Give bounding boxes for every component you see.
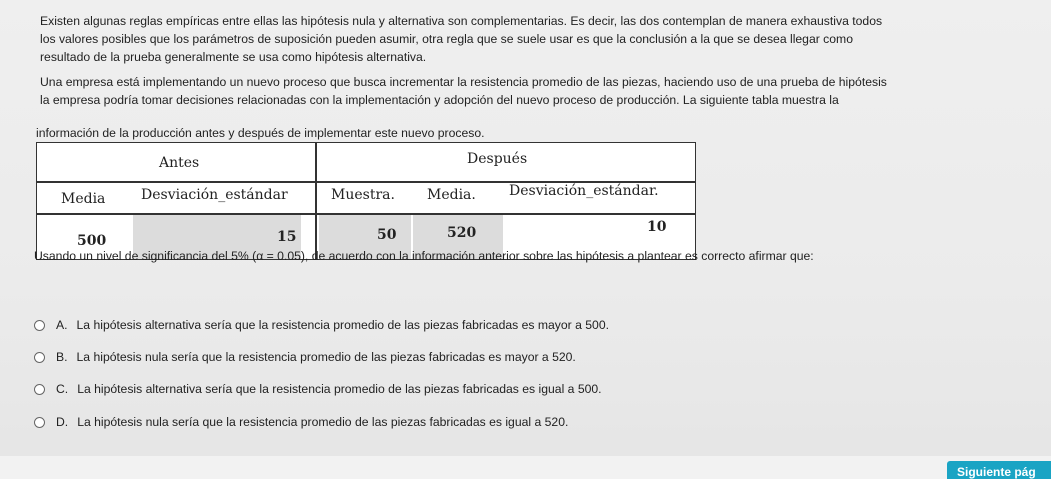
value-media-antes: 500 — [77, 233, 107, 249]
option-a[interactable] — [34, 318, 609, 332]
option-letter: A. — [56, 318, 68, 332]
option-text: La hipótesis alternativa sería que la resistencia promedio de las piezas fabricadas es mayor a 500. — [76, 318, 609, 332]
intro-line: resultado de la prueba generalmente se usa como hipótesis alternativa. — [40, 50, 427, 64]
antes-header: Antes — [159, 155, 200, 171]
table-caption: información de la producción antes y después de implementar este nuevo proceso. — [36, 126, 485, 140]
next-page-button[interactable]: Siguiente pág — [947, 461, 1051, 479]
intro-paragraph — [40, 12, 1030, 66]
option-d[interactable] — [34, 415, 568, 429]
value-desviacion-antes: 15 — [277, 229, 297, 245]
context-line: la empresa podría tomar decisiones relacionadas con la implementación y adopción del nuevo proceso de producción. La siguiente tabla muestra la — [40, 93, 839, 107]
question-text: Usando un nivel de significancia del 5% (α = 0.05), de acuerdo con la información anterior sobre las hipótesis a plantear es correcto afirmar que: — [34, 249, 814, 263]
footer-bar — [0, 456, 1051, 479]
value-muestra: 50 — [377, 227, 397, 243]
table-divider — [315, 143, 317, 259]
production-table — [36, 142, 696, 260]
option-text: La hipótesis alternativa sería que la resistencia promedio de las piezas fabricadas es igual a 500. — [77, 382, 602, 396]
option-b[interactable] — [34, 350, 576, 364]
value-desviacion-despues: 10 — [647, 219, 667, 235]
option-c[interactable] — [34, 382, 602, 396]
col-desviacion-despues: Desviación_estándar. — [509, 183, 659, 199]
value-media-despues: 520 — [447, 225, 477, 241]
option-letter: D. — [56, 415, 69, 429]
col-desviacion: Desviación_estándar — [141, 187, 288, 203]
context-line: Una empresa está implementando un nuevo proceso que busca incrementar la resistencia promedio de las piezas, haciendo uso de una prueba de hipótesis — [40, 75, 887, 89]
col-media: Media — [61, 191, 106, 207]
despues-header: Después — [467, 151, 528, 167]
option-text: La hipótesis nula sería que la resistencia promedio de las piezas fabricadas es igual a 520. — [77, 415, 569, 429]
context-paragraph — [40, 73, 1030, 109]
radio-button[interactable] — [34, 384, 45, 395]
table-divider — [37, 213, 695, 215]
radio-button[interactable] — [34, 352, 45, 363]
radio-button[interactable] — [34, 417, 45, 428]
col-muestra: Muestra. — [331, 187, 395, 203]
intro-line: los valores posibles que los parámetros de suposición pueden asumir, otra regla que se suele usar es que la conclusión a la que se desea llegar como — [40, 32, 853, 46]
intro-line: Existen algunas reglas empíricas entre ellas las hipótesis nula y alternativa son complementarias. Es decir, las dos contemplan de manera exhaustiva todos — [40, 14, 883, 28]
radio-button[interactable] — [34, 320, 45, 331]
col-media-despues: Media. — [427, 187, 476, 203]
option-letter: B. — [56, 350, 68, 364]
option-text: La hipótesis nula sería que la resistencia promedio de las piezas fabricadas es mayor a 520. — [76, 350, 576, 364]
option-letter: C. — [56, 382, 69, 396]
